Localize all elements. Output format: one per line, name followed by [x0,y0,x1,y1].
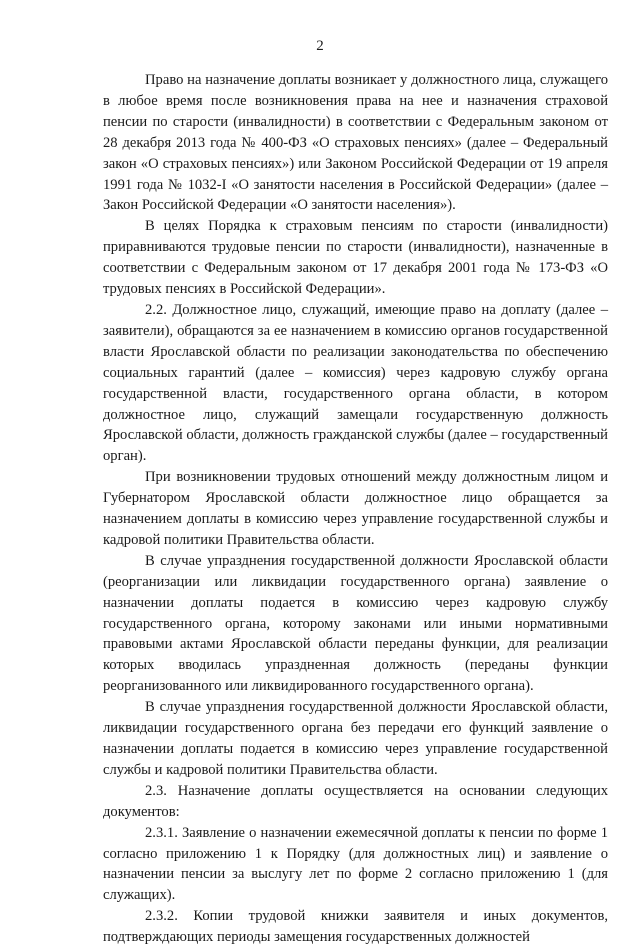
page-number: 2 [316,38,324,54]
paragraph-2-3: 2.3. Назначение доплаты осуществляется на основании следующих документов: [103,782,608,820]
paragraph-right-to-supplement: Право на назначение доплаты возникает у должностного лица, служащего в любое время после возникновения права на нее и назначения страховой пенсии по старости (инвалидности) в соответствии с Федеральным законом от 28 декабря 2013 года № 400-ФЗ «О страховых пенсиях» (далее – Федеральный закон «О страховых пенсиях») или Законом Российской Федерации от 19 апреля 1991 года № 1032-I «О занятости населения в Российской Федерации» (далее – Закон Российской Федерации «О занятости населения»). [103,72,608,214]
paragraph-2-2: 2.2. Должностное лицо, служащий, имеющие право на доплату (далее – заявители), обращаются за ее назначением в комиссию органов государственной власти Ярославской области по реализации законодательства по обеспечению социальных гарантий (далее – комиссия) через кадровую службу органа государственной власти, государственного органа области, в котором должностное лицо, служащий замещали государственную должность Ярославской области, должность гражданской службы (далее – государственный орган). [103,301,608,465]
paragraph-2-3-1: 2.3.1. Заявление о назначении ежемесячной доплаты к пенсии по форме 1 согласно приложению 1 к Порядку (для должностных лиц) и заявление о назначении пенсии за выслугу лет по форме 2 согласно приложению 1 (для служащих). [103,824,608,904]
document-body [103,70,608,948]
paragraph-position-abolition: В случае упразднения государственной должности Ярославской области (реорганизации или ликвидации государственного органа) заявление о назначении доплаты подается в комиссию через кадровую службу государственного органа, которому законами или иными нормативными правовыми актами Ярославской области переданы функции, для реализации которых вводилась упраздненная должность (переданы функции реорганизованного или ликвидированного государственного органа). [103,552,608,695]
paragraph-labor-pensions: В целях Порядка к страховым пенсиям по старости (инвалидности) приравниваются трудовые пенсии по старости (инвалидности), назначенные в соответствии с Федеральным законом от 17 декабря 2001 года № 173-ФЗ «О трудовых пенсиях в Российской Федерации». [103,218,608,298]
paragraph-body-liquidation: В случае упразднения государственной должности Ярославской области, ликвидации государственного органа без передачи его функций заявление о назначении доплаты подается в комиссию через управление государственной службы и кадровой политики Правительства области. [103,699,608,778]
paragraph-governor-relations: При возникновении трудовых отношений между должностным лицом и Губернатором Ярославской области должностное лицо обращается за назначением доплаты в комиссию через управление государственной службы и кадровой политики Правительства области. [103,469,608,548]
paragraph-2-3-2: 2.3.2. Копии трудовой книжки заявителя и иных документов, подтверждающих периоды замещения государственных должностей [103,908,608,946]
